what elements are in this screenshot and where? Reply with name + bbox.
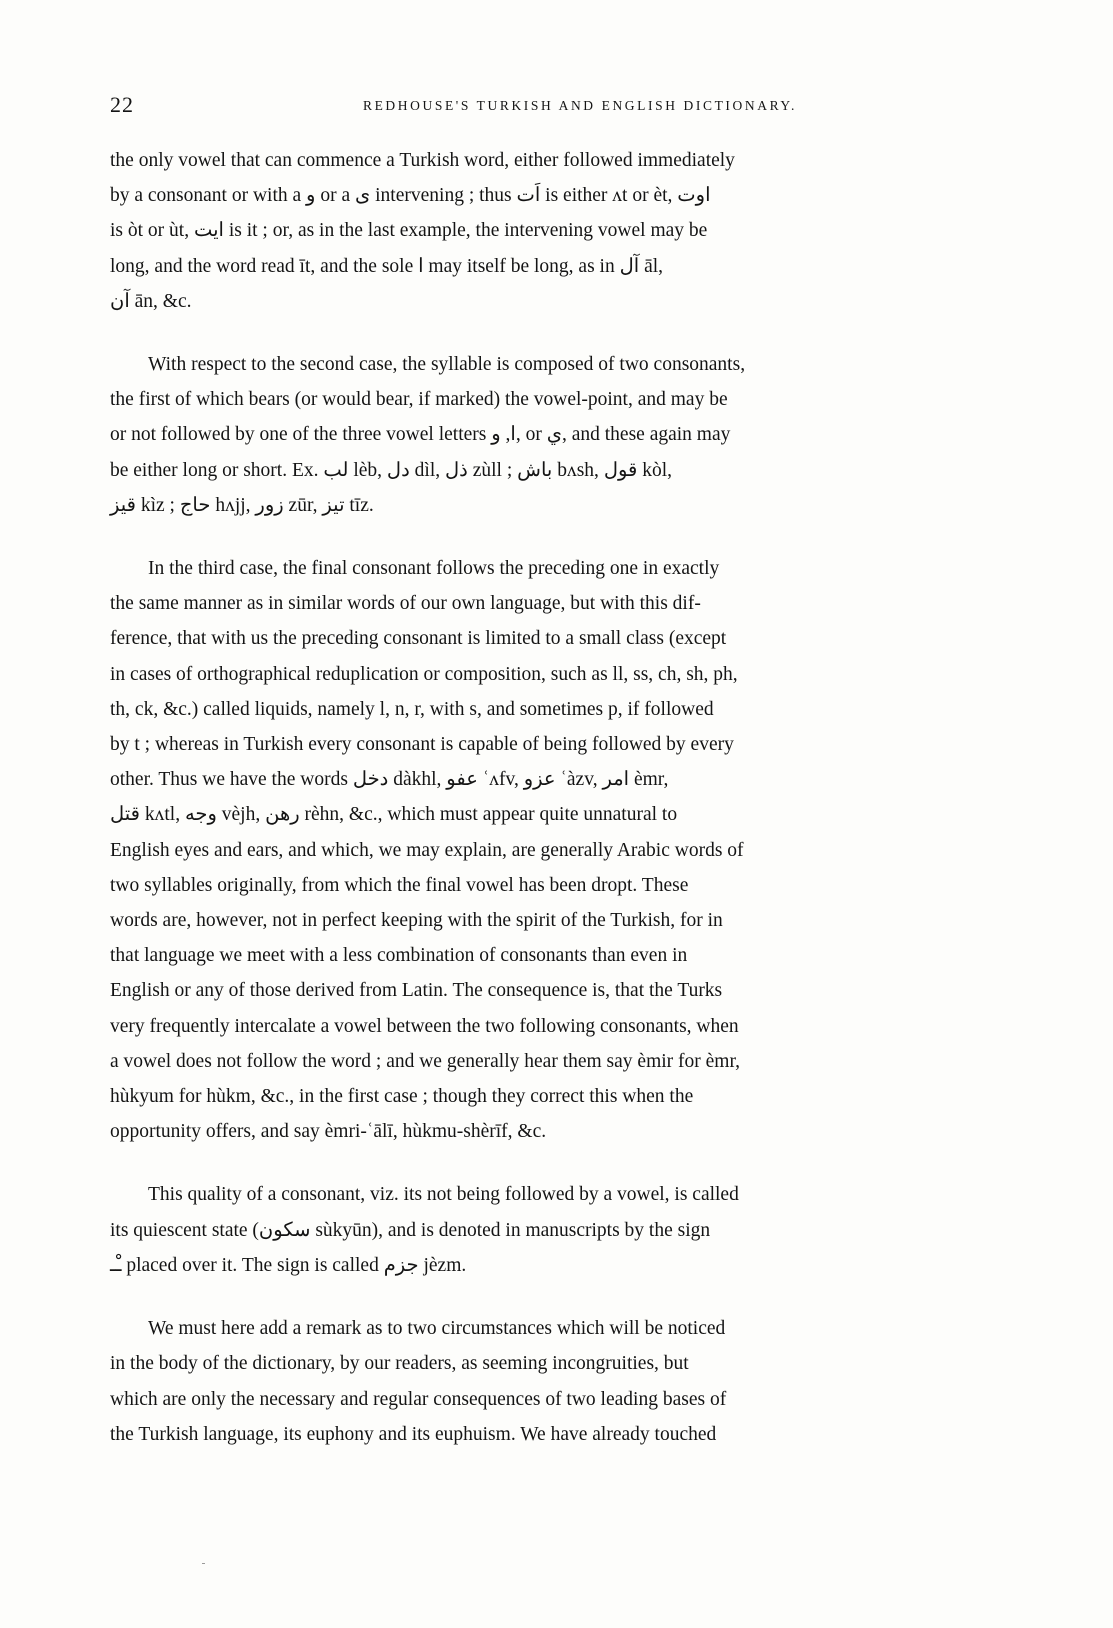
running-title: REDHOUSE'S TURKISH AND ENGLISH DICTIONARY. xyxy=(362,98,798,113)
paragraph-second-case: With respect to the second case, the syllable is composed of two consonants, the first of which bears (or would bear, if marked) the vowel-point, and may be or not followed by one of the three vowel letters ا, و, or ي, and these again may be either long or short. Ex. لب lèb, دل dìl, ذل zùll ; باش bʌsh, قول kòl, قيز kìz ; حاج hʌjj, زور zūr, تيز tīz. xyxy=(110,354,746,516)
paragraph-vowel-commencing: the only vowel that can commence a Turkish word, either followed immediately by a consonant or with a و or a ى intervening ; thus اَت is either ʌt or èt, اوت is òt or ùt, ايت is it ; or, as in the last example, the intervening vowel may be long, and the word read īt, and the sole ا may itself be long, as in آل āl, آن ān, &c. xyxy=(110,150,735,312)
page-number: 22 xyxy=(110,92,134,117)
body-text xyxy=(110,143,938,1452)
page-speck xyxy=(202,1563,205,1564)
paragraph-third-case: In the third case, the final consonant follows the preceding one in exactly the same manner as in similar words of our own language, but with this dif- ference, that with us the preceding consonant is limited to a small class (except in cases of orthographical reduplication or composition, such as ll, ss, ch, sh, ph, th, ck, &c.) called liquids, namely l, n, r, with s, and sometimes p, if followed by t ; whereas in Turkish every consonant is capable of being followed by every other. Thus we have the words دخل dàkhl, عفو ʿʌfv, عزو ʿàzv, امر èmr, قتل kʌtl, وجه vèjh, رهن rèhn, &c., which must appear quite unnatural to English eyes and ears, and which, we may explain, are generally Arabic words of two syllables originally, from which the final vowel has been dropt. These words are, however, not in perfect keeping with the spirit of the Turkish, for in that language we meet with a less combination of consonants than even in English or any of those derived from Latin. The consequence is, that the Turks very frequently intercalate a vowel between the two following consonants, when a vowel does not follow the word ; and we generally hear them say èmir for èmr, hùkyum for hùkm, &c., in the first case ; though they correct this when the opportunity offers, and say èmri-ʿālī, hùkmu-shèrīf, &c. xyxy=(110,558,744,1143)
paragraph-quiescent-state: This quality of a consonant, viz. its not being followed by a vowel, is called its quiescent state (سكون sùkyūn), and is denoted in manuscripts by the sign ـْـ placed over it. The sign is called جزم jèzm. xyxy=(110,1184,739,1276)
page-header xyxy=(110,92,940,122)
paragraph-incongruities: We must here add a remark as to two circumstances which will be noticed in the body of the dictionary, by our readers, as seeming incongruities, but which are only the necessary and regular consequences of two leading bases of the Turkish language, its euphony and its euphuism. We have already touched xyxy=(110,1318,727,1445)
